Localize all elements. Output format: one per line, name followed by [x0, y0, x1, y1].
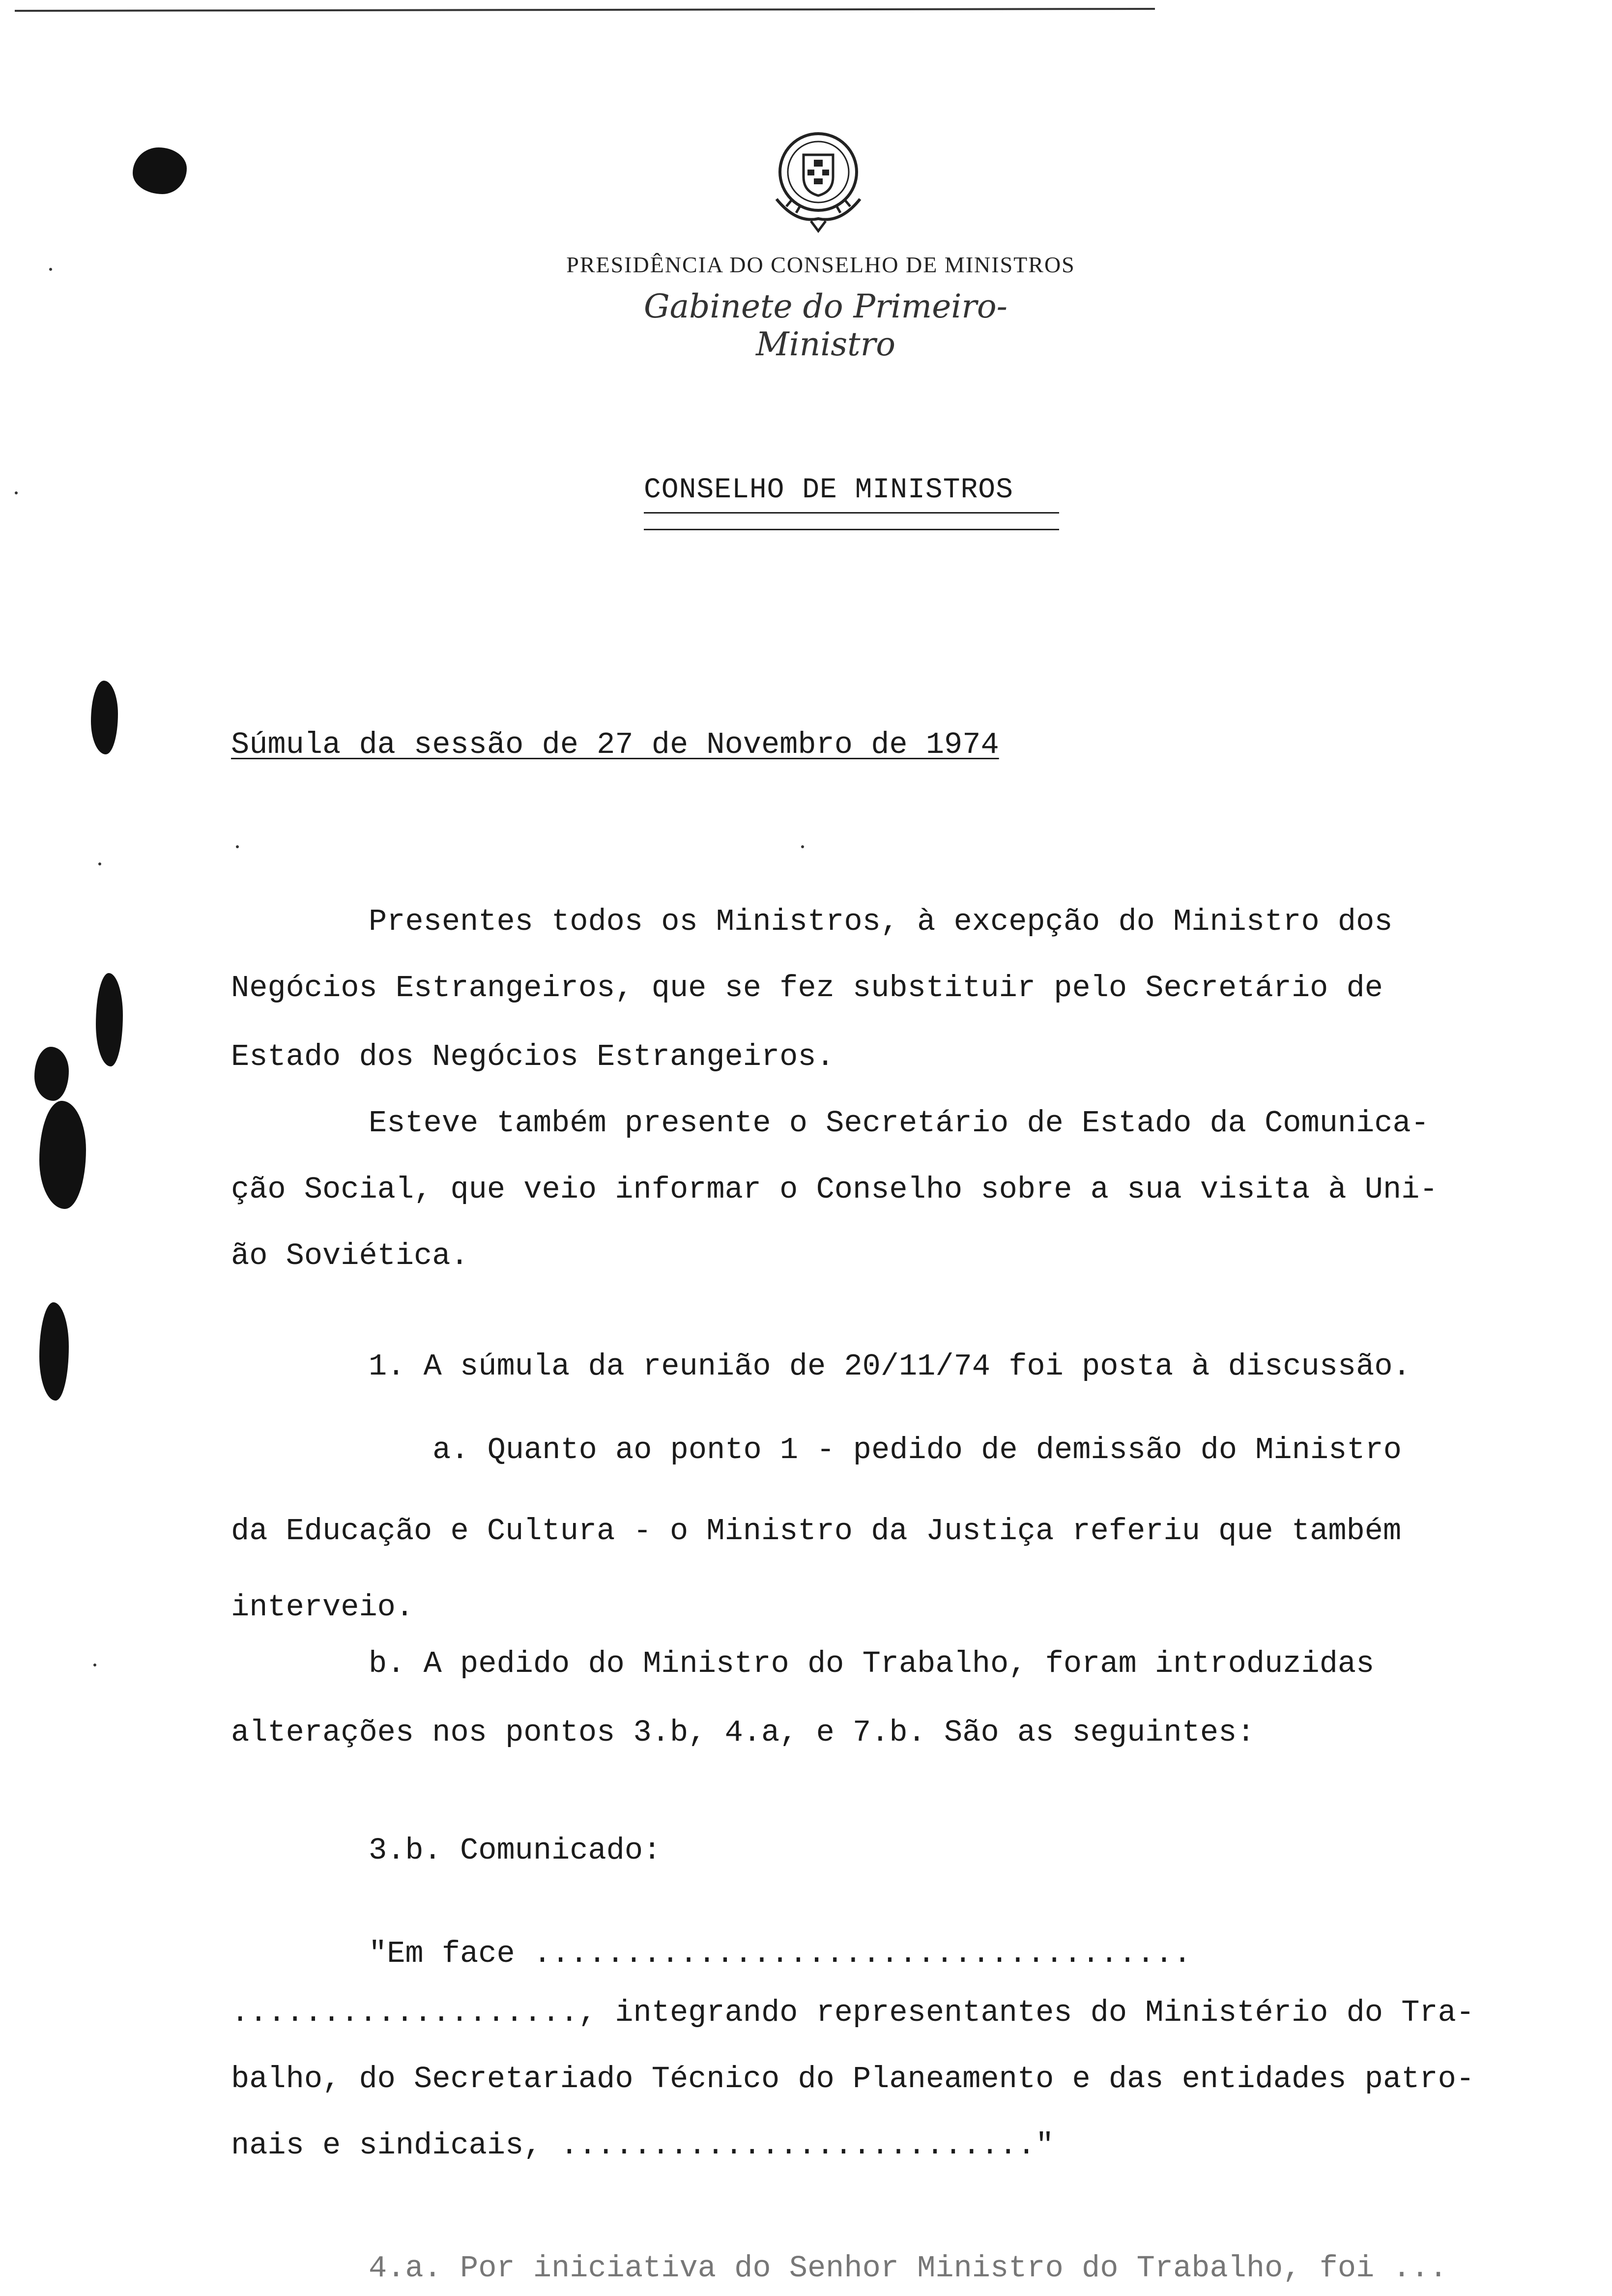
point-4a-line: 4.a. Por iniciativa do Senhor Ministro do Trabalho, foi ... [369, 2251, 1448, 2286]
scan-speck [49, 268, 52, 271]
header-office-signature: Gabinete do Primeiro-Ministro [644, 287, 1008, 363]
scan-speck [236, 845, 239, 848]
scan-ink-blot [133, 147, 187, 194]
scan-ink-blot [91, 681, 118, 754]
also-present-line: ção Social, que veio informar o Conselho sobre a sua visita à Uni- [231, 1172, 1438, 1207]
scan-ink-blot [96, 973, 123, 1066]
item-1a-line: a. Quanto ao ponto 1 - pedido de demissão do Ministro [432, 1433, 1402, 1467]
quote-line: nais e sindicais, .........................." [231, 2128, 1054, 2163]
scan-speck [801, 845, 804, 848]
coat-of-arms-seal [767, 125, 870, 238]
scan-ink-blot [34, 1047, 69, 1101]
quote-line: balho, do Secretariado Técnico do Planeamento e das entidades patro- [231, 2062, 1475, 2096]
quote-line: ..................., integrando representantes do Ministério do Tra- [231, 1995, 1475, 2030]
quote-line: "Em face .................................... [369, 1936, 1192, 1971]
session-heading: Súmula da sessão de 27 de Novembro de 1974 [231, 727, 999, 762]
item-1a-line: da Educação e Cultura - o Ministro da Justiça referiu que também [231, 1514, 1402, 1549]
item-1a-line: interveio. [231, 1590, 414, 1625]
title-underline [644, 512, 1059, 514]
intro-line: Negócios Estrangeiros, que se fez substituir pelo Secretário de [231, 971, 1383, 1005]
intro-line: Presentes todos os Ministros, à excepção do Ministro dos [369, 904, 1393, 939]
scan-top-rule [15, 8, 1155, 12]
scan-speck [15, 491, 18, 494]
also-present-line: Esteve também presente o Secretário de Estado da Comunica- [369, 1106, 1429, 1141]
point-3b-heading: 3.b. Comunicado: [369, 1833, 662, 1868]
title-double-underline [644, 529, 1059, 530]
scan-ink-blot [39, 1302, 69, 1401]
also-present-line: ão Soviética. [231, 1238, 469, 1273]
scan-speck [98, 862, 101, 865]
item-1: 1. A súmula da reunião de 20/11/74 foi posta à discussão. [369, 1349, 1411, 1384]
scan-ink-blot [39, 1101, 86, 1209]
scan-speck [93, 1664, 96, 1666]
item-1b-line: alterações nos pontos 3.b, 4.a, e 7.b. São as seguintes: [231, 1715, 1255, 1750]
item-1b-line: b. A pedido do Ministro do Trabalho, foram introduzidas [369, 1646, 1375, 1681]
intro-line: Estado dos Negócios Estrangeiros. [231, 1039, 835, 1074]
document-title: CONSELHO DE MINISTROS [644, 474, 1013, 506]
header-organization: PRESIDÊNCIA DO CONSELHO DE MINISTROS [566, 252, 1075, 277]
